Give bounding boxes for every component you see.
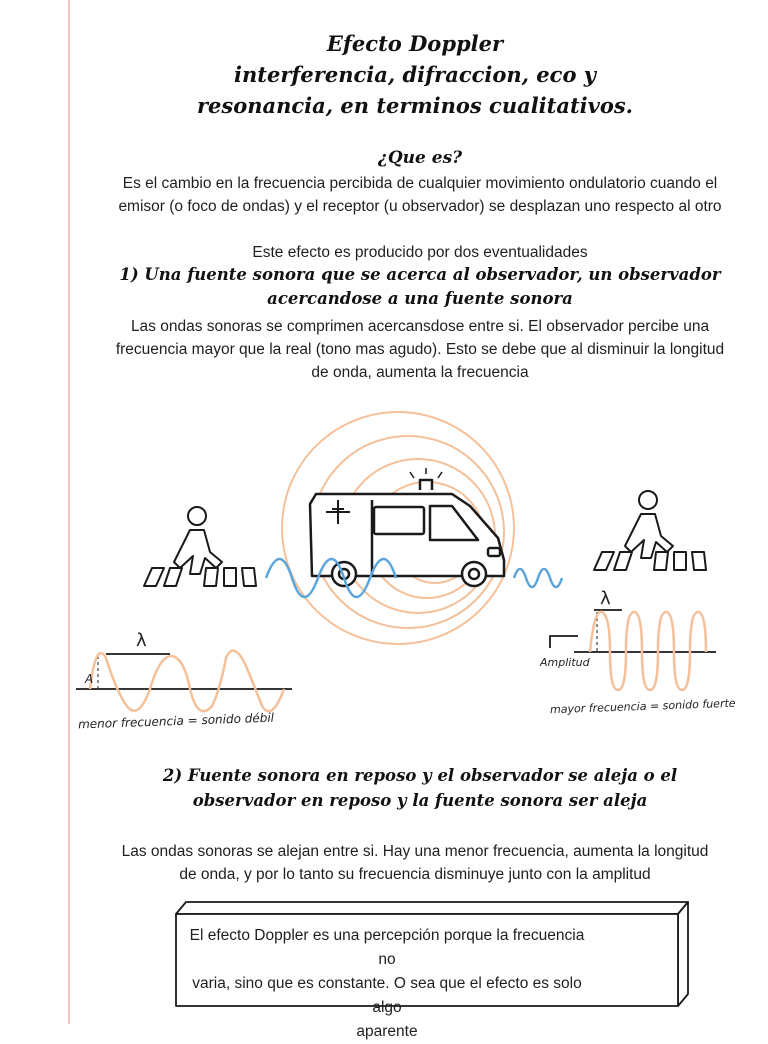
title-line-3: resonancia, en terminos cualitativos. bbox=[196, 93, 633, 118]
intro-text: Este efecto es producido por dos eventualidades bbox=[252, 244, 588, 261]
title-line-2: interferencia, difraccion, eco y bbox=[234, 62, 596, 87]
title-line-1: Efecto Doppler bbox=[326, 31, 504, 56]
definition-line-1: Es el cambio en la frecuencia percibida de cualquier movimiento ondulatorio cuando el bbox=[122, 175, 718, 192]
lambda-label-left: λ bbox=[136, 630, 147, 651]
sound-wave-right bbox=[514, 569, 562, 587]
high-frequency-caption: mayor frecuencia = sonido fuerte bbox=[549, 696, 736, 717]
case1-text-line-3: de onda, aumenta la frecuencia bbox=[311, 364, 529, 381]
case1-heading-line-2: acercandose a una fuente sonora bbox=[267, 289, 573, 308]
case2-heading-line-2: observador en reposo y la fuente sonora ser aleja bbox=[192, 791, 648, 810]
amplitude-label-right: Amplitud bbox=[540, 656, 590, 669]
note-line-3: aparente bbox=[356, 1023, 418, 1040]
case2-heading-line-1: 2) Fuente sonora en reposo y el observador se aleja o el bbox=[162, 766, 678, 785]
note-line-2: varia, sino que es constante. O sea que el efecto es solo algo bbox=[192, 975, 582, 1016]
high-frequency-wave-diagram bbox=[550, 610, 716, 690]
case2-text-line-1: Las ondas sonoras se alejan entre si. Hay una menor frecuencia, aumenta la longitud bbox=[121, 843, 709, 860]
case2-text-line-2: de onda, y por lo tanto su frecuencia disminuye junto con la amplitud bbox=[179, 866, 651, 883]
lambda-label-right: λ bbox=[600, 588, 611, 609]
case2-heading bbox=[110, 763, 730, 813]
definition-line-2: emisor (o foco de ondas) y el receptor (u observador) se desplazan uno respecto al otro bbox=[118, 198, 722, 215]
question-heading: ¿Que es? bbox=[377, 148, 463, 168]
case1-heading-line-1: 1) Una fuente sonora que se acerca al observador, un observador bbox=[119, 265, 721, 284]
amplitude-label-left: A bbox=[85, 672, 94, 686]
pedestrian-left-icon bbox=[144, 507, 256, 586]
note-box-text bbox=[182, 924, 592, 1044]
case1-text-line-1: Las ondas sonoras se comprimen acercansdose entre si. El observador percibe una bbox=[130, 318, 710, 335]
note-line-1: El efecto Doppler es una percepción porque la frecuencia no bbox=[189, 927, 585, 968]
low-frequency-caption: menor frecuencia = sonido débil bbox=[77, 710, 275, 732]
case2-paragraph bbox=[85, 840, 745, 886]
case1-text-line-2: frecuencia mayor que la real (tono mas agudo). Esto se debe que al disminuir la longitud bbox=[115, 341, 725, 358]
pedestrian-right-icon bbox=[594, 491, 706, 570]
low-frequency-wave-diagram bbox=[76, 651, 292, 712]
